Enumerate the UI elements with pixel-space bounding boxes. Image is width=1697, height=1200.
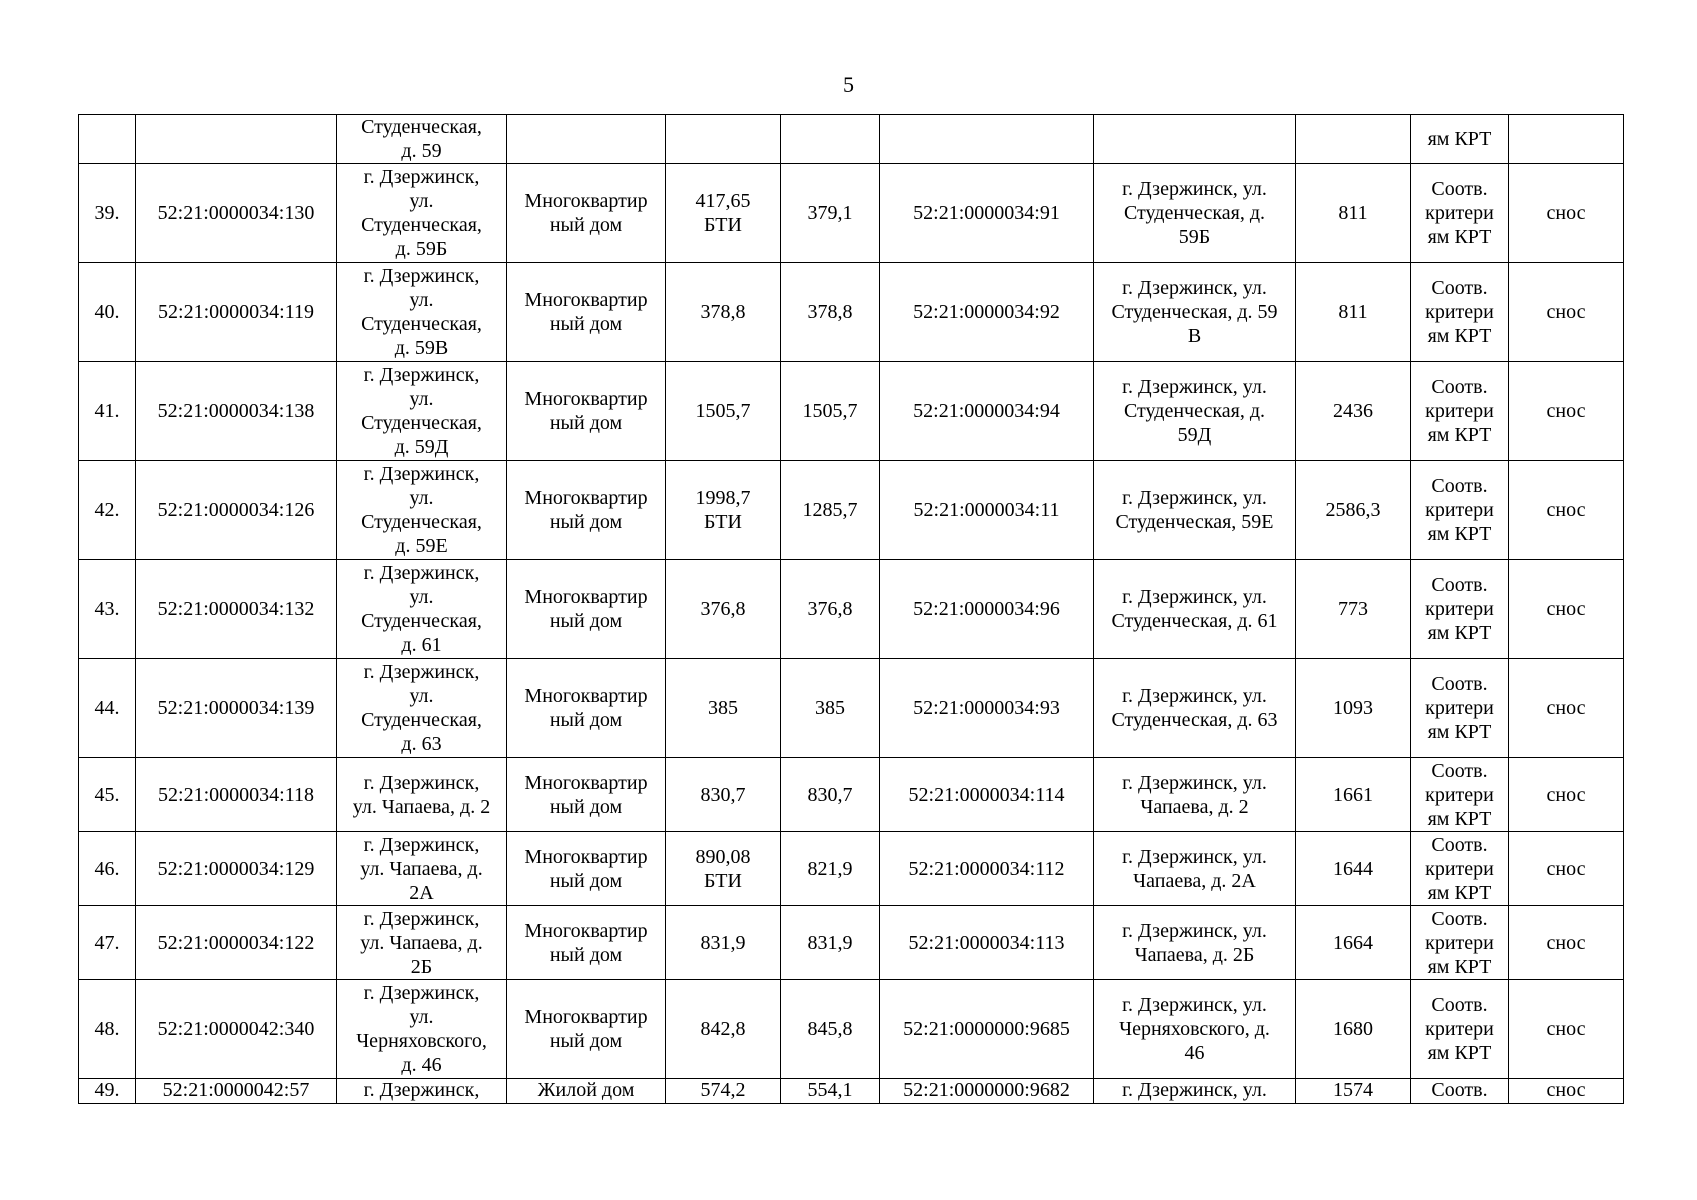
cell-land-area: 1661	[1296, 758, 1411, 832]
cell-text-line: г. Дзержинск, ул.	[1122, 487, 1267, 509]
cell-text-line: Многоквартир	[524, 289, 648, 311]
cell-area-total	[666, 758, 781, 832]
cell-text-line: д. 61	[401, 634, 442, 656]
cell-text-line: 46	[1184, 1042, 1205, 1064]
cell-area-total	[666, 659, 781, 758]
cell-text-line: Чапаева, д. 2Б	[1134, 943, 1255, 966]
cell-land-cadastral: 52:21:0000000:9682	[880, 1079, 1094, 1104]
cell-text-line: Студенческая,	[361, 709, 482, 731]
cell-number: 42.	[79, 461, 136, 560]
cell-land-cadastral: 52:21:0000034:92	[880, 263, 1094, 362]
cell-text-line: критери	[1425, 931, 1494, 954]
cell-land-address	[1094, 115, 1296, 164]
cell-text-line: 1505,7	[695, 400, 751, 422]
cell-text-line: 376,8	[700, 598, 746, 620]
cell-text-line: В	[1187, 325, 1202, 347]
table-row	[79, 659, 1624, 758]
cell-land-cadastral: 52:21:0000000:9685	[880, 980, 1094, 1079]
cell-text-line: ный дом	[549, 610, 623, 632]
cell-text-line: Многоквартир	[524, 586, 648, 608]
cell-building-address	[337, 659, 507, 758]
cell-text-line: ул.	[409, 685, 434, 707]
cell-text-line: Соотв.	[1431, 376, 1488, 398]
cell-text-line: г. Дзержинск,	[363, 1079, 480, 1101]
cell-text-line: д. 59В	[394, 337, 449, 359]
cell-building-cadastral: 52:21:0000034:132	[136, 560, 337, 659]
cell-text-line: ям КРТ	[1427, 1042, 1492, 1064]
table-row	[79, 362, 1624, 461]
cell-land-cadastral: 52:21:0000034:114	[880, 758, 1094, 832]
cell-criteria	[1411, 980, 1509, 1079]
cell-number: 44.	[79, 659, 136, 758]
cell-area-total	[666, 461, 781, 560]
cell-action	[1509, 115, 1624, 164]
cell-area-living: 385	[781, 659, 880, 758]
cell-text-line: Студенческая,	[361, 511, 482, 533]
cell-building-type	[507, 560, 666, 659]
cell-land-address	[1094, 980, 1296, 1079]
cell-action: снос	[1509, 659, 1624, 758]
cell-building-address	[337, 1079, 507, 1104]
cell-text-line: ный дом	[549, 313, 623, 335]
cell-text-line: ул.	[409, 586, 434, 608]
cell-text-line: Соотв.	[1431, 833, 1488, 856]
cell-text-line: Соотв.	[1431, 1079, 1488, 1101]
cell-text-line: Многоквартир	[524, 845, 648, 868]
cell-land-address	[1094, 906, 1296, 980]
cell-text-line: Соотв.	[1431, 277, 1488, 299]
cell-building-address	[337, 758, 507, 832]
cell-criteria	[1411, 560, 1509, 659]
cell-action: снос	[1509, 758, 1624, 832]
cell-text-line: Многоквартир	[524, 919, 648, 942]
cell-building-cadastral: 52:21:0000034:126	[136, 461, 337, 560]
cell-building-address	[337, 115, 507, 164]
cell-text-line: г. Дзержинск,	[363, 907, 480, 930]
cell-text-line: ул.	[409, 1006, 434, 1028]
cell-text-line: г. Дзержинск,	[363, 833, 480, 856]
cell-land-area: 1664	[1296, 906, 1411, 980]
cell-text-line: ям КРТ	[1427, 955, 1492, 978]
cell-text-line: 830,7	[700, 783, 746, 806]
cell-text-line: Чапаева, д. 2	[1140, 795, 1249, 818]
cell-area-total	[666, 832, 781, 906]
cell-building-type	[507, 164, 666, 263]
cell-text-line: ям КРТ	[1427, 721, 1492, 743]
table-row	[79, 1079, 1624, 1104]
cell-area-living: 830,7	[781, 758, 880, 832]
cell-land-area: 2586,3	[1296, 461, 1411, 560]
cell-number: 43.	[79, 560, 136, 659]
table-row	[79, 263, 1624, 362]
cell-number	[79, 115, 136, 164]
cell-text-line: Многоквартир	[524, 487, 648, 509]
table-row	[79, 906, 1624, 980]
cell-text-line: Студенческая, д.	[1123, 400, 1266, 422]
cell-building-cadastral: 52:21:0000034:119	[136, 263, 337, 362]
cell-area-total	[666, 263, 781, 362]
cell-building-type	[507, 461, 666, 560]
buildings-table	[78, 114, 1624, 1104]
cell-text-line: БТИ	[704, 869, 742, 892]
cell-text-line: ный дом	[549, 1030, 623, 1052]
cell-criteria	[1411, 362, 1509, 461]
cell-text-line: ул.	[409, 289, 434, 311]
cell-land-area: 811	[1296, 164, 1411, 263]
cell-text-line: 574,2	[700, 1079, 746, 1101]
cell-number: 46.	[79, 832, 136, 906]
cell-area-living: 831,9	[781, 906, 880, 980]
cell-building-address	[337, 906, 507, 980]
cell-building-cadastral: 52:21:0000042:340	[136, 980, 337, 1079]
cell-text-line: г. Дзержинск, ул.	[1122, 771, 1267, 794]
cell-area-living: 845,8	[781, 980, 880, 1079]
cell-number: 48.	[79, 980, 136, 1079]
cell-land-area	[1296, 115, 1411, 164]
cell-text-line: д. 59Е	[395, 535, 448, 557]
cell-building-type	[507, 362, 666, 461]
cell-action: снос	[1509, 164, 1624, 263]
cell-land-address	[1094, 263, 1296, 362]
cell-land-cadastral	[880, 115, 1094, 164]
cell-text-line: ный дом	[549, 412, 623, 434]
cell-land-cadastral: 52:21:0000034:94	[880, 362, 1094, 461]
cell-text-line: г. Дзержинск,	[363, 166, 480, 188]
cell-text-line: Студенческая,	[361, 610, 482, 632]
cell-area-living: 1505,7	[781, 362, 880, 461]
cell-text-line: Студенческая,	[361, 116, 482, 138]
cell-criteria	[1411, 659, 1509, 758]
cell-text-line: 378,8	[700, 301, 746, 323]
cell-text-line: г. Дзержинск,	[363, 771, 480, 794]
cell-area-living: 376,8	[781, 560, 880, 659]
cell-text-line: критери	[1425, 301, 1494, 323]
cell-land-cadastral: 52:21:0000034:91	[880, 164, 1094, 263]
cell-area-total	[666, 1079, 781, 1104]
cell-area-total	[666, 980, 781, 1079]
cell-text-line: Студенческая, д. 59	[1111, 301, 1278, 323]
cell-text-line: 2Б	[410, 955, 433, 978]
cell-land-address	[1094, 659, 1296, 758]
cell-text-line: г. Дзержинск, ул.	[1122, 586, 1267, 608]
cell-text-line: г. Дзержинск,	[363, 265, 480, 287]
cell-criteria	[1411, 263, 1509, 362]
cell-land-cadastral: 52:21:0000034:113	[880, 906, 1094, 980]
cell-text-line: г. Дзержинск, ул.	[1122, 1079, 1267, 1101]
cell-criteria	[1411, 1079, 1509, 1104]
cell-text-line: Соотв.	[1431, 759, 1488, 782]
cell-text-line: ям КРТ	[1427, 807, 1492, 830]
cell-text-line: 2А	[409, 881, 434, 904]
cell-text-line: критери	[1425, 202, 1494, 224]
cell-text-line: ный дом	[549, 943, 623, 966]
cell-text-line: г. Дзержинск,	[363, 661, 480, 683]
cell-action: снос	[1509, 832, 1624, 906]
cell-text-line: ям КРТ	[1427, 881, 1492, 904]
cell-text-line: 1998,7	[695, 487, 751, 509]
cell-text-line: Черняховского,	[356, 1030, 487, 1052]
cell-text-line: Соотв.	[1431, 574, 1488, 596]
cell-text-line: Студенческая, д.	[1123, 202, 1266, 224]
cell-text-line: ям КРТ	[1427, 424, 1492, 446]
cell-text-line: ный дом	[549, 869, 623, 892]
cell-building-type	[507, 832, 666, 906]
cell-text-line: критери	[1425, 598, 1494, 620]
cell-action: снос	[1509, 461, 1624, 560]
cell-number: 39.	[79, 164, 136, 263]
cell-text-line: Студенческая, д. 63	[1111, 709, 1278, 731]
cell-text-line: г. Дзержинск, ул.	[1122, 919, 1267, 942]
cell-text-line: Многоквартир	[524, 771, 648, 794]
cell-criteria	[1411, 906, 1509, 980]
cell-land-area: 1644	[1296, 832, 1411, 906]
cell-text-line: Многоквартир	[524, 190, 648, 212]
cell-text-line: ул.	[409, 190, 434, 212]
cell-land-area: 1574	[1296, 1079, 1411, 1104]
cell-action: снос	[1509, 980, 1624, 1079]
cell-text-line: ям КРТ	[1427, 523, 1492, 545]
cell-land-cadastral: 52:21:0000034:93	[880, 659, 1094, 758]
cell-building-address	[337, 263, 507, 362]
cell-area-living: 378,8	[781, 263, 880, 362]
table-row	[79, 560, 1624, 659]
cell-text-line: Чапаева, д. 2А	[1133, 869, 1256, 892]
cell-building-type	[507, 115, 666, 164]
cell-text-line: Многоквартир	[524, 685, 648, 707]
table-row	[79, 758, 1624, 832]
cell-building-cadastral: 52:21:0000034:138	[136, 362, 337, 461]
cell-text-line: 385	[708, 697, 738, 719]
cell-text-line: д. 59Д	[394, 436, 449, 458]
cell-text-line: д. 59	[401, 140, 442, 162]
cell-land-area: 1093	[1296, 659, 1411, 758]
cell-text-line: критери	[1425, 400, 1494, 422]
cell-building-cadastral: 52:21:0000034:139	[136, 659, 337, 758]
cell-criteria	[1411, 115, 1509, 164]
cell-land-address	[1094, 560, 1296, 659]
cell-criteria	[1411, 758, 1509, 832]
cell-land-area: 811	[1296, 263, 1411, 362]
cell-area-total	[666, 560, 781, 659]
cell-land-cadastral: 52:21:0000034:11	[880, 461, 1094, 560]
cell-text-line: г. Дзержинск,	[363, 463, 480, 485]
cell-area-living	[781, 115, 880, 164]
cell-text-line: Студенческая, 59Е	[1115, 511, 1274, 533]
cell-building-cadastral: 52:21:0000034:130	[136, 164, 337, 263]
cell-building-cadastral: 52:21:0000034:129	[136, 832, 337, 906]
cell-text-line: ям КРТ	[1427, 226, 1492, 248]
cell-text-line: ный дом	[549, 511, 623, 533]
cell-building-address	[337, 560, 507, 659]
cell-number: 45.	[79, 758, 136, 832]
cell-text-line: ям КРТ	[1427, 622, 1492, 644]
cell-criteria	[1411, 832, 1509, 906]
cell-number: 40.	[79, 263, 136, 362]
cell-text-line: ул. Чапаева, д.	[360, 857, 483, 880]
cell-area-total	[666, 906, 781, 980]
cell-area-living: 1285,7	[781, 461, 880, 560]
cell-land-address	[1094, 832, 1296, 906]
cell-building-address	[337, 980, 507, 1079]
cell-criteria	[1411, 461, 1509, 560]
table-row-continuation	[79, 115, 1624, 164]
cell-text-line: Студенческая, д. 61	[1111, 610, 1278, 632]
cell-text-line: 890,08	[695, 845, 751, 868]
cell-text-line: Жилой дом	[537, 1079, 635, 1101]
cell-area-total	[666, 164, 781, 263]
cell-text-line: БТИ	[704, 214, 742, 236]
cell-text-line: ул.	[409, 487, 434, 509]
cell-building-address	[337, 832, 507, 906]
cell-text-line: г. Дзержинск, ул.	[1122, 845, 1267, 868]
cell-text-line: ный дом	[549, 795, 623, 818]
table-row	[79, 461, 1624, 560]
cell-text-line: критери	[1425, 697, 1494, 719]
cell-land-address	[1094, 758, 1296, 832]
cell-action: снос	[1509, 362, 1624, 461]
cell-text-line: 417,65	[695, 190, 751, 212]
cell-action: снос	[1509, 560, 1624, 659]
cell-text-line: г. Дзержинск, ул.	[1122, 277, 1267, 299]
cell-number: 49.	[79, 1079, 136, 1104]
cell-text-line: Соотв.	[1431, 178, 1488, 200]
table-body	[79, 115, 1624, 1104]
cell-text-line: ул. Чапаева, д.	[360, 931, 483, 954]
cell-text-line: критери	[1425, 499, 1494, 521]
cell-area-living: 554,1	[781, 1079, 880, 1104]
cell-text-line: 842,8	[700, 1018, 746, 1040]
cell-building-type	[507, 1079, 666, 1104]
cell-text-line: критери	[1425, 1018, 1494, 1040]
cell-building-address	[337, 362, 507, 461]
cell-text-line: ный дом	[549, 709, 623, 731]
cell-land-address	[1094, 1079, 1296, 1104]
cell-number: 41.	[79, 362, 136, 461]
cell-text-line: г. Дзержинск, ул.	[1122, 685, 1267, 707]
cell-text-line: Соотв.	[1431, 994, 1488, 1016]
cell-text-line: Студенческая,	[361, 412, 482, 434]
cell-action: снос	[1509, 1079, 1624, 1104]
cell-text-line: БТИ	[704, 511, 742, 533]
cell-building-address	[337, 164, 507, 263]
cell-building-type	[507, 906, 666, 980]
cell-land-address	[1094, 461, 1296, 560]
cell-area-living: 821,9	[781, 832, 880, 906]
cell-area-total	[666, 115, 781, 164]
cell-text-line: 59Д	[1177, 424, 1212, 446]
cell-text-line: г. Дзержинск, ул.	[1122, 178, 1267, 200]
cell-building-cadastral: 52:21:0000034:122	[136, 906, 337, 980]
cell-text-line: Многоквартир	[524, 388, 648, 410]
cell-text-line: д. 63	[401, 733, 442, 755]
cell-area-living: 379,1	[781, 164, 880, 263]
cell-building-cadastral: 52:21:0000042:57	[136, 1079, 337, 1104]
cell-text-line: г. Дзержинск, ул.	[1122, 994, 1267, 1016]
cell-text-line: Соотв.	[1431, 907, 1488, 930]
cell-text-line: критери	[1425, 783, 1494, 806]
cell-text-line: ям КРТ	[1427, 128, 1492, 150]
cell-text-line: г. Дзержинск,	[363, 364, 480, 386]
cell-text-line: д. 59Б	[395, 238, 448, 260]
cell-text-line: ул. Чапаева, д. 2	[352, 795, 491, 818]
page-number: 5	[843, 72, 854, 97]
cell-text-line: Многоквартир	[524, 1006, 648, 1028]
cell-land-area: 2436	[1296, 362, 1411, 461]
cell-building-type	[507, 758, 666, 832]
cell-criteria	[1411, 164, 1509, 263]
cell-land-cadastral: 52:21:0000034:112	[880, 832, 1094, 906]
cell-text-line: Соотв.	[1431, 475, 1488, 497]
cell-text-line: д. 46	[401, 1054, 442, 1076]
cell-text-line: 831,9	[700, 931, 746, 954]
cell-building-cadastral: 52:21:0000034:118	[136, 758, 337, 832]
cell-text-line: г. Дзержинск,	[363, 562, 480, 584]
cell-land-address	[1094, 362, 1296, 461]
cell-land-cadastral: 52:21:0000034:96	[880, 560, 1094, 659]
cell-action: снос	[1509, 263, 1624, 362]
cell-text-line: ул.	[409, 388, 434, 410]
cell-building-cadastral	[136, 115, 337, 164]
cell-land-area: 773	[1296, 560, 1411, 659]
cell-text-line: ям КРТ	[1427, 325, 1492, 347]
cell-text-line: г. Дзержинск,	[363, 982, 480, 1004]
cell-building-type	[507, 659, 666, 758]
table-row	[79, 832, 1624, 906]
cell-building-type	[507, 263, 666, 362]
cell-number: 47.	[79, 906, 136, 980]
table-row	[79, 980, 1624, 1079]
cell-land-area: 1680	[1296, 980, 1411, 1079]
cell-text-line: Студенческая,	[361, 313, 482, 335]
cell-text-line: критери	[1425, 857, 1494, 880]
cell-text-line: 59Б	[1178, 226, 1211, 248]
cell-area-total	[666, 362, 781, 461]
cell-building-type	[507, 980, 666, 1079]
cell-text-line: г. Дзержинск, ул.	[1122, 376, 1267, 398]
cell-building-address	[337, 461, 507, 560]
cell-text-line: ный дом	[549, 214, 623, 236]
cell-land-address	[1094, 164, 1296, 263]
table-row	[79, 164, 1624, 263]
cell-text-line: Соотв.	[1431, 673, 1488, 695]
cell-text-line: Черняховского, д.	[1119, 1018, 1270, 1040]
cell-action: снос	[1509, 906, 1624, 980]
cell-text-line: Студенческая,	[361, 214, 482, 236]
